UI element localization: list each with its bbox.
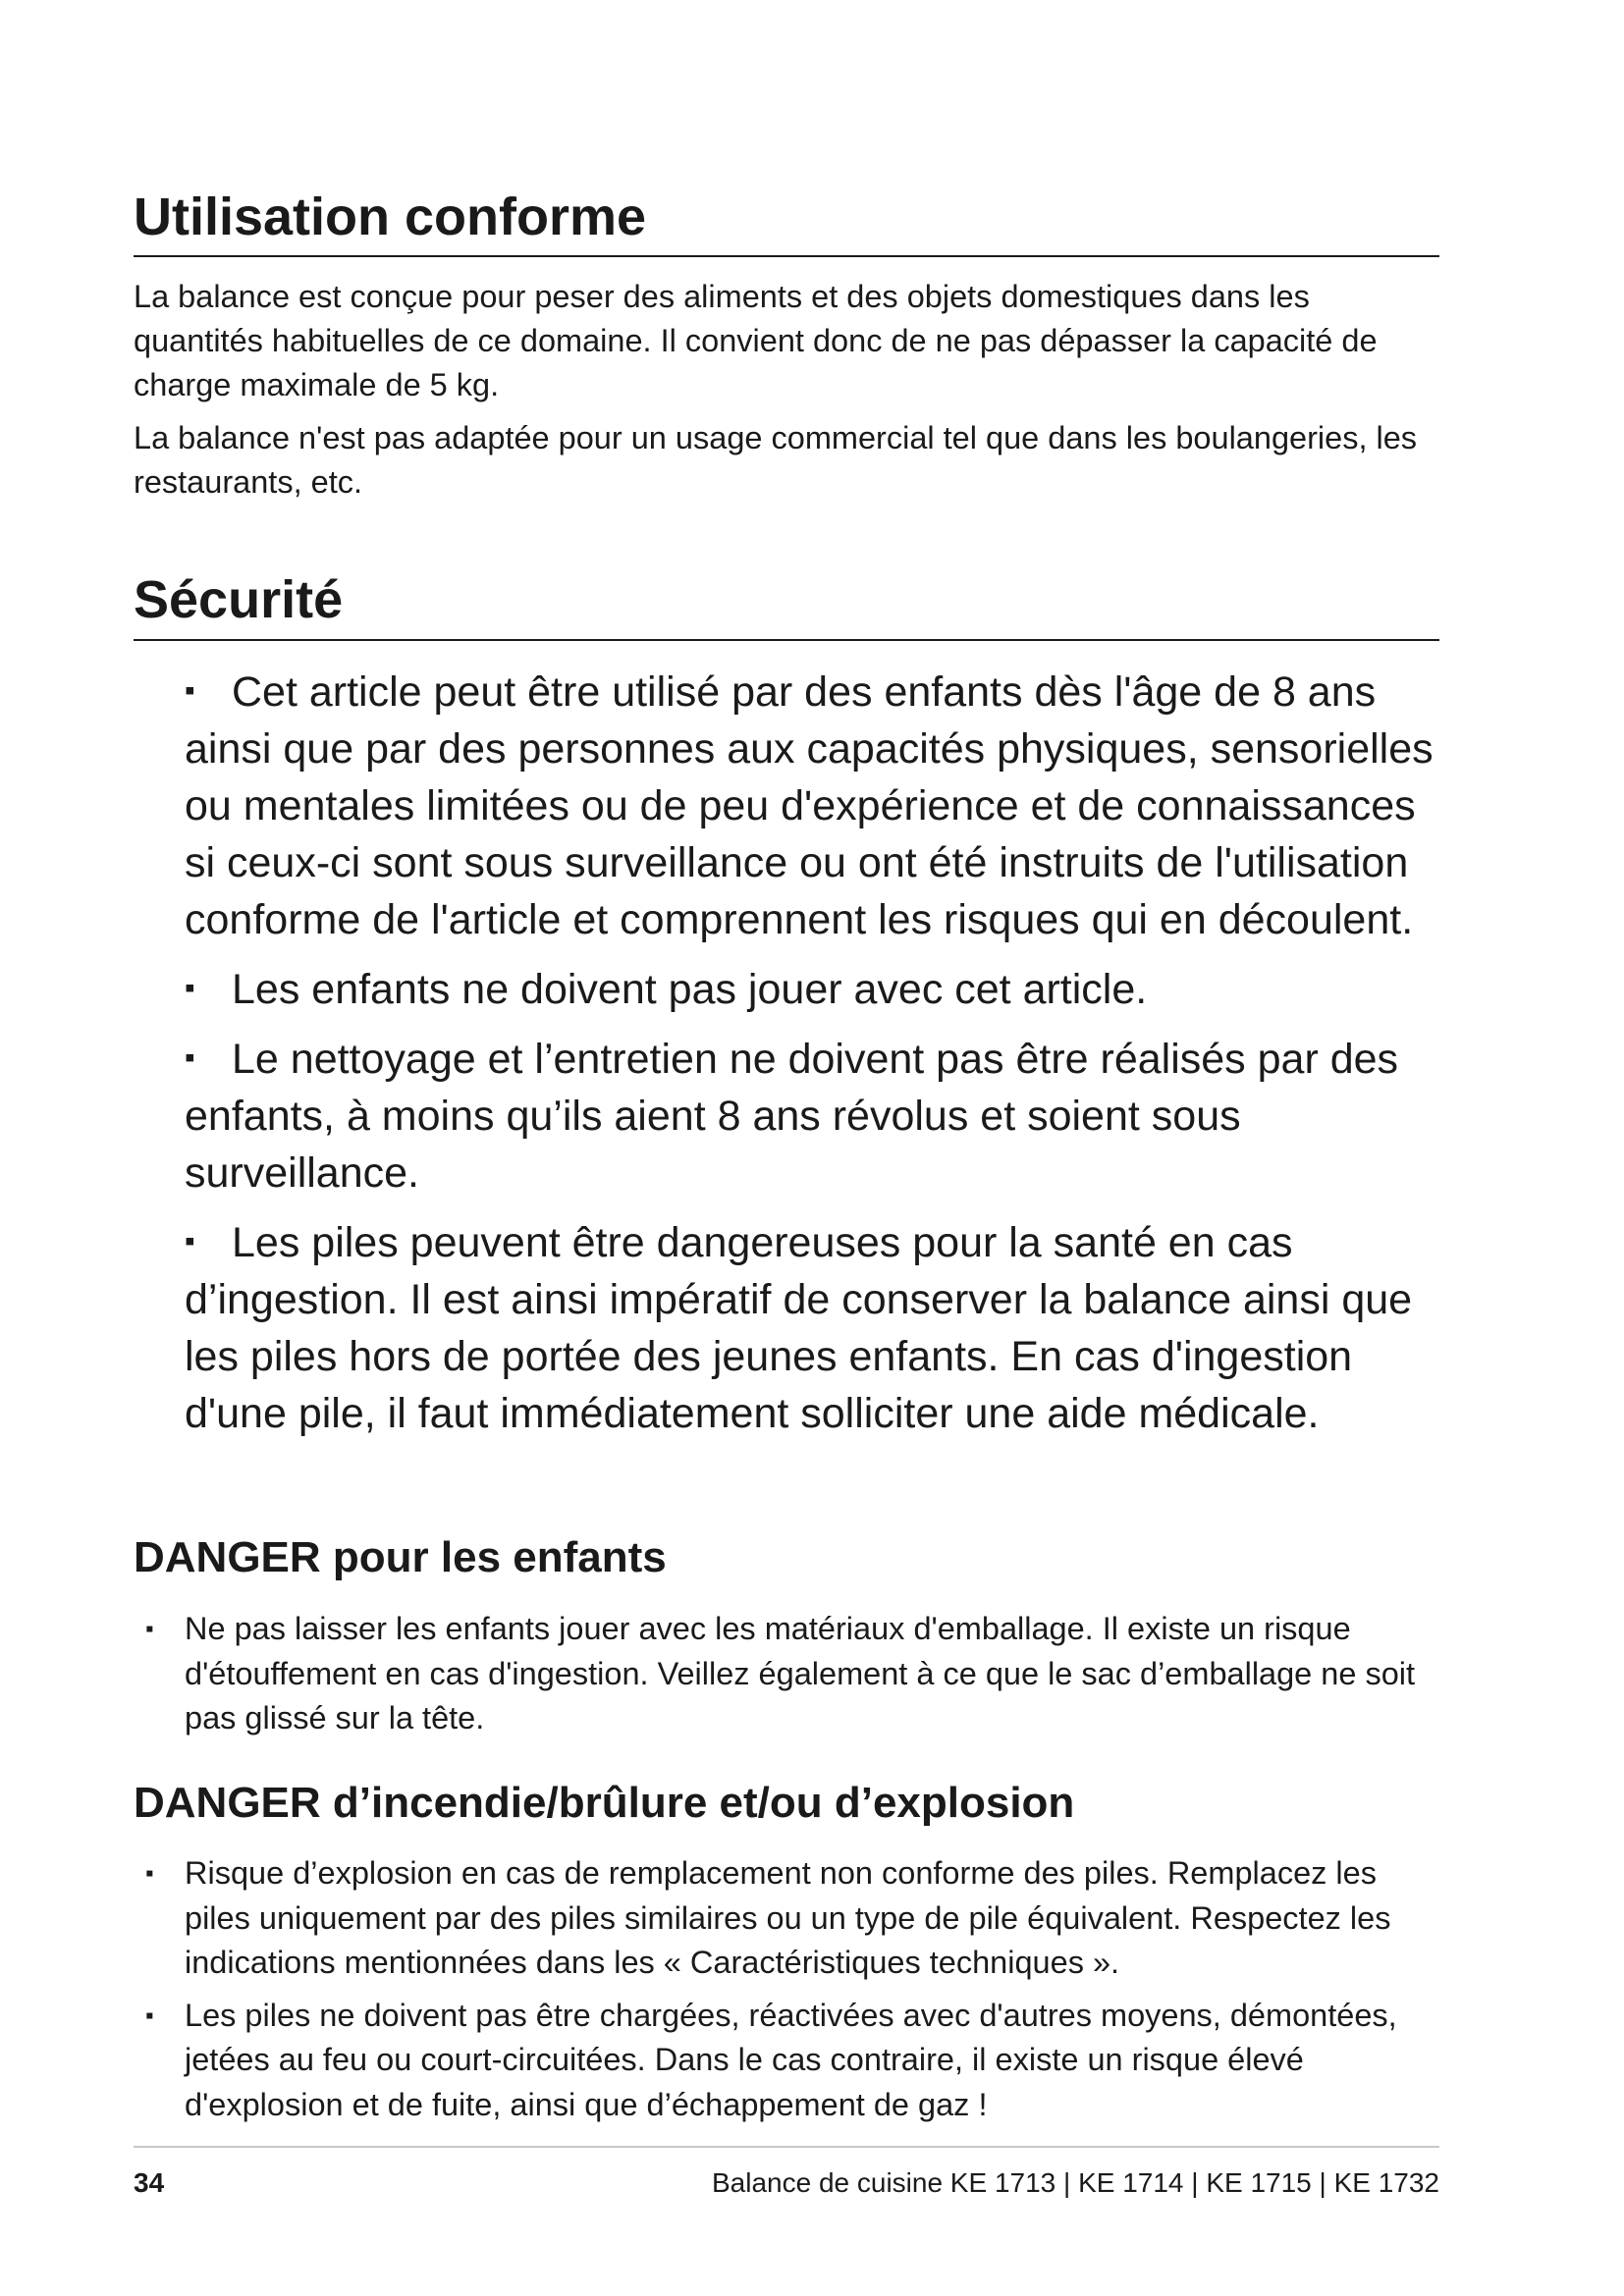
- section-title-danger-fire: DANGER d’incendie/brûlure et/ou d’explosion: [134, 1779, 1075, 1827]
- bullet-icon: ▪: [145, 2002, 154, 2029]
- list-item: [185, 960, 1441, 1018]
- footer-title: Balance de cuisine KE 1713 | KE 1714 | KE 1715 | KE 1732: [711, 2167, 1439, 2198]
- danger-item-text: Ne pas laisser les enfants jouer avec les matériaux d'emballage. Il existe un risque d'étouffement en cas d'ingestion. Veillez également à ce que le sac d’emballage ne soit pas glissé sur la tête.: [185, 1611, 1416, 1735]
- list-item: [185, 1213, 1441, 1442]
- list-item: [134, 1851, 1439, 1986]
- danger-item-text: Les piles ne doivent pas être chargées, réactivées avec d'autres moyens, démontées, jetées au feu ou court-circuitées. Dans le cas contraire, il existe un risque élevé d'explosion et de fuite, ainsi que d’échappement de gaz !: [185, 1997, 1397, 2122]
- safety-item-text: Les enfants ne doivent pas jouer avec cet article.: [232, 966, 1148, 1013]
- bullet-icon: ▪: [185, 1041, 195, 1074]
- usage-paragraph-1: La balance est conçue pour peser des aliments et des objets domestiques dans les quantités habituelles de ce domaine. Il convient donc de ne pas dépasser la capacité de charge maximale de 5 kg.: [134, 279, 1378, 402]
- title-underline: [134, 255, 1439, 257]
- safety-list: [185, 663, 1441, 1442]
- safety-item-text: Les piles peuvent être dangereuses pour la santé en cas d’ingestion. Il est ainsi impératif de conserver la balance ainsi que les piles hors de portée des jeunes enfants. En cas d'ingestion d'une pile, il faut immédiatement solliciter une aide médicale.: [185, 1219, 1413, 1437]
- danger-fire-list: [134, 1851, 1439, 2127]
- section-title-danger-children: DANGER pour les enfants: [134, 1533, 667, 1581]
- section-title-safety: Sécurité: [134, 570, 344, 629]
- safety-item-text: Le nettoyage et l’entretien ne doivent pas être réalisés par des enfants, à moins qu’ils aient 8 ans révolus et soient sous surveillance.: [185, 1036, 1399, 1197]
- danger-item-text: Risque d’explosion en cas de remplacement non conforme des piles. Remplacez les piles uniquement par des piles similaires ou un type de pile équivalent. Respectez les indications mentionnées dans les « Caractéristiques techniques ».: [185, 1855, 1391, 1980]
- usage-paragraph-2: La balance n'est pas adaptée pour un usage commercial tel que dans les boulangeries, les restaurants, etc.: [134, 420, 1418, 500]
- bullet-icon: ▪: [185, 1225, 195, 1257]
- list-item: [185, 1030, 1441, 1201]
- danger-children-list: [134, 1607, 1439, 1741]
- list-item: [134, 1607, 1439, 1741]
- bullet-icon: ▪: [145, 1616, 154, 1642]
- section-title-usage: Utilisation conforme: [134, 187, 647, 246]
- list-item: [134, 1994, 1439, 2128]
- list-item: [185, 663, 1441, 948]
- page: [134, 0, 1439, 2296]
- footer-divider: [134, 2146, 1439, 2148]
- title-underline: [134, 639, 1439, 641]
- safety-item-text: Cet article peut être utilisé par des enfants dès l'âge de 8 ans ainsi que par des personnes aux capacités physiques, sensorielles ou mentales limitées ou de peu d'expérience et de connaissances si ceux-ci sont sous surveillance ou ont été instruits de l'utilisation conforme de l'article et comprennent les risques qui en découlent.: [185, 668, 1434, 943]
- bullet-icon: ▪: [185, 674, 195, 707]
- page-number: 34: [134, 2167, 165, 2198]
- bullet-icon: ▪: [185, 972, 195, 1004]
- bullet-icon: ▪: [145, 1860, 154, 1887]
